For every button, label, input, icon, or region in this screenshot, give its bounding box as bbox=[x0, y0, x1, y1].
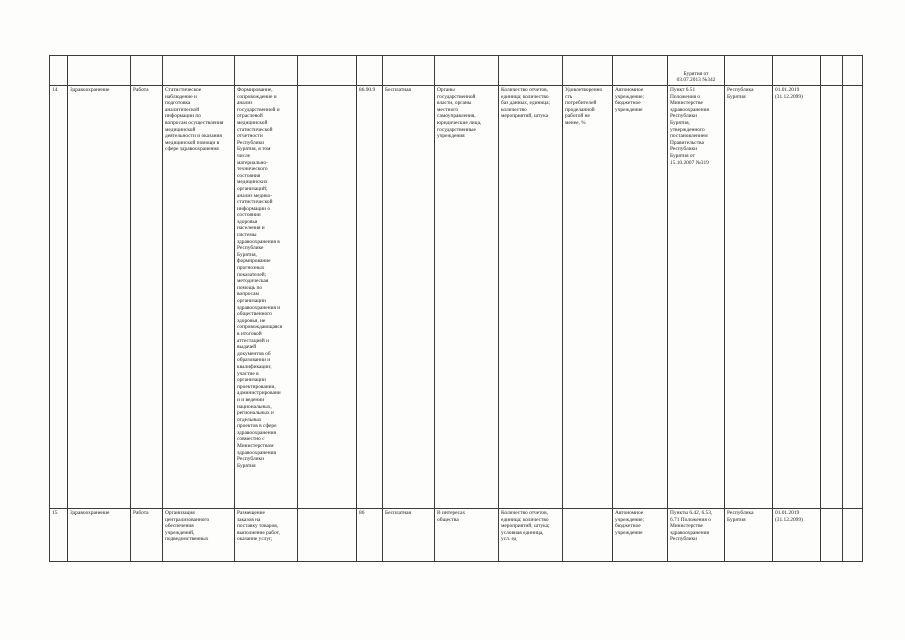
row-number: 14 bbox=[52, 87, 58, 93]
legal-basis-text: Пункт 6.51 Положения о Министерстве здравоохранения Республики Бурятия, утвержденного постановлением Правительства Республики Бурятия от 15.10.2007 №319 bbox=[670, 87, 709, 166]
region-text: Республика Бурятия bbox=[727, 87, 754, 100]
paid-status-text: Бесплатная bbox=[385, 87, 411, 93]
cell-empty bbox=[383, 56, 435, 86]
cell-empty bbox=[50, 56, 68, 86]
sphere-text: Здравоохранение bbox=[70, 510, 110, 516]
cell-empty bbox=[613, 56, 668, 86]
cell-empty bbox=[68, 56, 131, 86]
cell-empty bbox=[435, 56, 499, 86]
sphere-text: Здравоохранение bbox=[70, 87, 110, 93]
cell-volume-indicators bbox=[499, 86, 563, 509]
cell-volume-indicators bbox=[499, 509, 563, 562]
institution-type-text: Автономное учреждение; бюджетное учреждение bbox=[615, 87, 645, 113]
consumers-text: В интересах общества bbox=[437, 510, 466, 523]
cell-empty bbox=[563, 56, 613, 86]
okved-code-text: 86.90.9 bbox=[359, 87, 376, 93]
row-number: 15 bbox=[52, 510, 58, 516]
service-content-text: Формирование, сопровождение и анализ государственной и отраслевой медицинской статистической отчетности Республики Бурятия, в том числе материально- технического состояния медицинских организаций; анализ медико- статистической информации о состоянии здоровья населения и системы здравоохранения в Республике Бурятия, формирование прогнозных показателей; методическая помощь по вопросам организации здравоохранения и общественного здоровья, не сопровождающаяся в итоговой аттестацией и выдачей документов об образовании и квалификации; участие в организации проектировании, администрировани и и ведении национальных, региональных и отдельных проектов в сфере здравоохранения совместно с Министерством здравоохранения Республики Бурятия bbox=[237, 87, 283, 469]
cell-empty bbox=[821, 56, 843, 86]
cell-okved-code bbox=[357, 86, 383, 509]
cell-dates bbox=[773, 509, 821, 562]
cell-region bbox=[725, 509, 773, 562]
table-row-15 bbox=[50, 509, 863, 562]
cell-sphere bbox=[68, 509, 131, 562]
cell-service-content bbox=[235, 509, 298, 562]
quality-indicators-text: Удовлетворенно сть потребителей проделанной работой не менее, % bbox=[565, 87, 603, 126]
cell-empty bbox=[821, 86, 843, 509]
volume-indicators-text: Количество отчетов, единица; количество баз данных, единица; количество мероприятий, штука bbox=[501, 87, 551, 120]
cell-empty bbox=[357, 56, 383, 86]
region-text: Республика Бурятия bbox=[727, 510, 754, 523]
legal-basis-text: Пункты 6.42, 6.53, 6.71 Положения о Министерстве здравоохранения Республики bbox=[670, 510, 713, 543]
cell-type bbox=[131, 509, 163, 562]
cell-consumers bbox=[435, 86, 499, 509]
cell-institution-type bbox=[613, 509, 668, 562]
cell-empty bbox=[843, 86, 863, 509]
consumers-text: Органы государственной власти, органы местного самоуправления, юридические лица, государственные учреждения bbox=[437, 87, 482, 140]
cell-legal-basis bbox=[668, 509, 725, 562]
institution-type-text: Автономное учреждение; бюджетное учреждение bbox=[615, 510, 645, 536]
cell-row-number bbox=[50, 86, 68, 509]
cell-region bbox=[725, 86, 773, 509]
cell-empty bbox=[821, 509, 843, 562]
cell-okved-code bbox=[357, 509, 383, 562]
cell-institution-type bbox=[613, 86, 668, 509]
legal-basis-tail-text: Бурятия от 03.07.2013 №342 bbox=[676, 70, 716, 84]
type-text: Работа bbox=[133, 510, 149, 516]
cell-empty bbox=[499, 56, 563, 86]
dates-text: 01.01.2019 (31.12.2099) bbox=[775, 87, 803, 100]
cell-sphere bbox=[68, 86, 131, 509]
cell-quality-indicators bbox=[563, 509, 613, 562]
cell-empty bbox=[773, 56, 821, 86]
service-name-text: Статистическое наблюдение и подготовка аналитической информации по вопросам осуществления медицинской деятельности и оказания медицинской помощи в сфере здравоохранения bbox=[165, 87, 224, 153]
cell-type bbox=[131, 86, 163, 509]
cell-empty bbox=[298, 509, 357, 562]
cell-empty bbox=[843, 56, 863, 86]
cell-paid-status bbox=[383, 509, 435, 562]
cell-empty bbox=[131, 56, 163, 86]
cell-consumers bbox=[435, 509, 499, 562]
cell-legal-basis-tail bbox=[668, 56, 725, 86]
paid-status-text: Бесплатная bbox=[385, 510, 411, 516]
cell-row-number bbox=[50, 509, 68, 562]
dates-text: 01.01.2019 (31.12.2099) bbox=[775, 510, 803, 523]
table-row-previous-continuation bbox=[50, 56, 863, 86]
volume-indicators-text: Количество отчетов, единица; количество мероприятий, штука; условная единица, усл. ед bbox=[501, 510, 550, 543]
cell-dates bbox=[773, 86, 821, 509]
cell-service-name bbox=[163, 86, 235, 509]
cell-empty bbox=[235, 56, 298, 86]
cell-legal-basis bbox=[668, 86, 725, 509]
cell-empty bbox=[725, 56, 773, 86]
cell-empty bbox=[163, 56, 235, 86]
cell-empty bbox=[298, 56, 357, 86]
cell-service-name bbox=[163, 509, 235, 562]
cell-service-content bbox=[235, 86, 298, 509]
cell-empty bbox=[298, 86, 357, 509]
type-text: Работа bbox=[133, 87, 149, 93]
service-content-text: Размещение заказов на поставку товаров, выполнение работ, оказание услуг, bbox=[237, 510, 280, 543]
services-register-table bbox=[49, 55, 863, 562]
okved-code-text: 86 bbox=[359, 510, 365, 516]
cell-paid-status bbox=[383, 86, 435, 509]
cell-empty bbox=[843, 509, 863, 562]
table-row-14 bbox=[50, 86, 863, 509]
cell-quality-indicators bbox=[563, 86, 613, 509]
service-name-text: Организация централизованного обеспечения учреждений, подведомственных bbox=[165, 510, 210, 543]
